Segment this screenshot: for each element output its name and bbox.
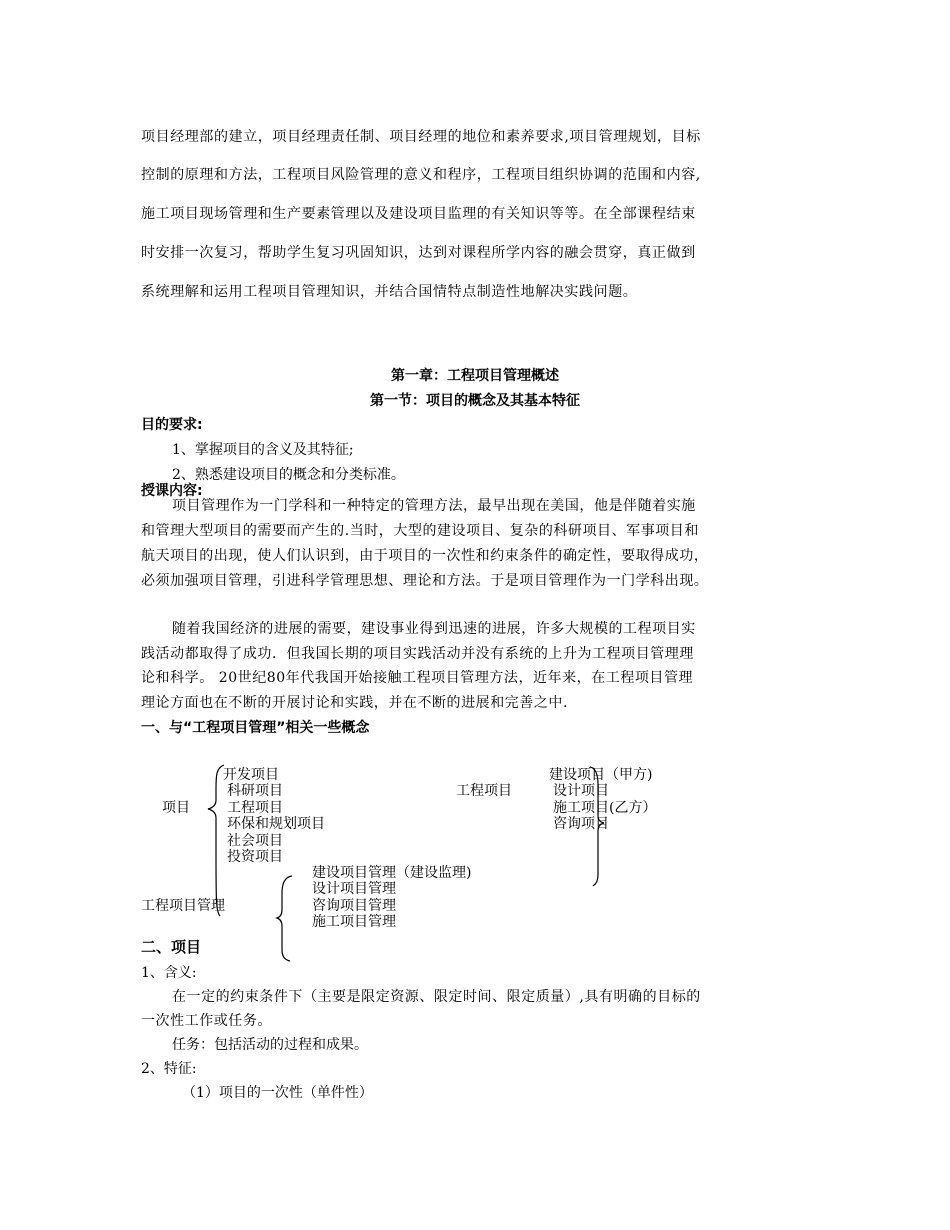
intro-line: 控制的原理和方法，工程项目风险管理的意义和程序，工程项目组织协调的范围和内容, xyxy=(141,167,701,183)
intro-line: 施工项目现场管理和生产要素管理以及建设项目监理的有关知识等等。在全部课程结束 xyxy=(141,206,696,222)
management-type-item: 设计项目管理 xyxy=(312,881,396,897)
paragraph-line: 随着我国经济的进展的需要，建设事业得到迅速的进展，许多大规模的工程项目实 xyxy=(172,621,696,637)
intro-line: 系统理解和运用工程项目管理知识，并结合国情特点制造性地解决实践问题。 xyxy=(141,284,638,300)
paragraph-line: 航天项目的出现，使人们认识到，由于项目的一次性和约束条件的确定性，要取得成功， xyxy=(141,548,709,564)
paragraph-line: 必须加强项目管理，引进科学管理思想、理论和方法。于是项目管理作为一门学科出现。 xyxy=(141,573,709,589)
engineering-type-item: 咨询项目 xyxy=(553,816,609,832)
project-type-item: 工程项目 xyxy=(227,800,283,816)
project-type-item: 社会项目 xyxy=(227,833,283,849)
engineering-brace xyxy=(590,767,604,886)
intro-line: 时安排一次复习，帮助学生复习巩固知识，达到对课程所学内容的融会贯穿，真正做到 xyxy=(141,245,696,261)
engineering-type-item: 施工项目(乙方） xyxy=(553,800,657,816)
project-brace xyxy=(208,765,224,916)
section-title: 第一节：项目的概念及其基本特征 xyxy=(370,393,580,409)
features-label: 2、特征: xyxy=(141,1061,197,1077)
concepts-heading: 一、与“工程项目管理”相关一些概念 xyxy=(141,720,370,736)
objective-item: 2、熟悉建设项目的概念和分类标准。 xyxy=(172,467,405,483)
paragraph-line: 践活动都取得了成功．但我国长期的项目实践活动并没有系统的上升为工程项目管理理 xyxy=(141,646,694,662)
project-type-item: 开发项目 xyxy=(223,767,279,783)
engineering-type-item: 设计项目 xyxy=(553,783,609,799)
paragraph-line: 论和科学。 20世纪80年代我国开始接触工程项目管理方法，近年来，在工程项目管理 xyxy=(141,670,694,686)
feature-item: （1）项目的一次性（单件性） xyxy=(182,1085,373,1101)
management-brace xyxy=(277,876,292,961)
paragraph-line: 和管理大型项目的需要而产生的.当时，大型的建设项目、复杂的科研项目、军事项目和 xyxy=(141,523,699,539)
chapter-title: 第一章：工程项目管理概述 xyxy=(391,368,559,384)
content-label: 授课内容: xyxy=(141,483,203,499)
engineering-project-label: 工程项目 xyxy=(456,783,512,799)
engineering-type-item: 建设项目（甲方) xyxy=(549,767,653,783)
paragraph-line: 理论方面也在不断的开展讨论和实践，并在不断的进展和完善之中. xyxy=(141,695,568,711)
project-type-item: 投资项目 xyxy=(227,849,283,865)
meaning-line: 在一定的约束条件下（主要是限定资源、限定时间、限定质量）,具有明确的目标的 xyxy=(172,989,701,1005)
project-type-item: 科研项目 xyxy=(227,783,283,799)
project-label: 项目 xyxy=(162,800,190,816)
management-type-item: 咨询项目管理 xyxy=(312,898,396,914)
intro-line: 项目经理部的建立，项目经理责任制、项目经理的地位和素养要求,项目管理规划，目标 xyxy=(141,129,701,145)
project-heading: 二、项目 xyxy=(141,938,202,956)
management-type-item: 建设项目管理（建设监理) xyxy=(312,865,472,881)
objectives-label: 目的要求: xyxy=(141,417,203,433)
paragraph-line: 项目管理作为一门学科和一种特定的管理方法，最早出现在美国，他是伴随着实施 xyxy=(172,498,696,514)
management-label: 工程项目管理 xyxy=(141,898,225,914)
meaning-label: 1、含义: xyxy=(141,965,197,981)
objective-item: 1、掌握项目的含义及其特征; xyxy=(172,442,354,458)
management-type-item: 施工项目管理 xyxy=(312,914,396,930)
project-type-item: 环保和规划项目 xyxy=(227,816,325,832)
meaning-line: 一次性工作或任务。 xyxy=(141,1013,272,1029)
task-line: 任务：包括活动的过程和成果。 xyxy=(172,1037,368,1053)
